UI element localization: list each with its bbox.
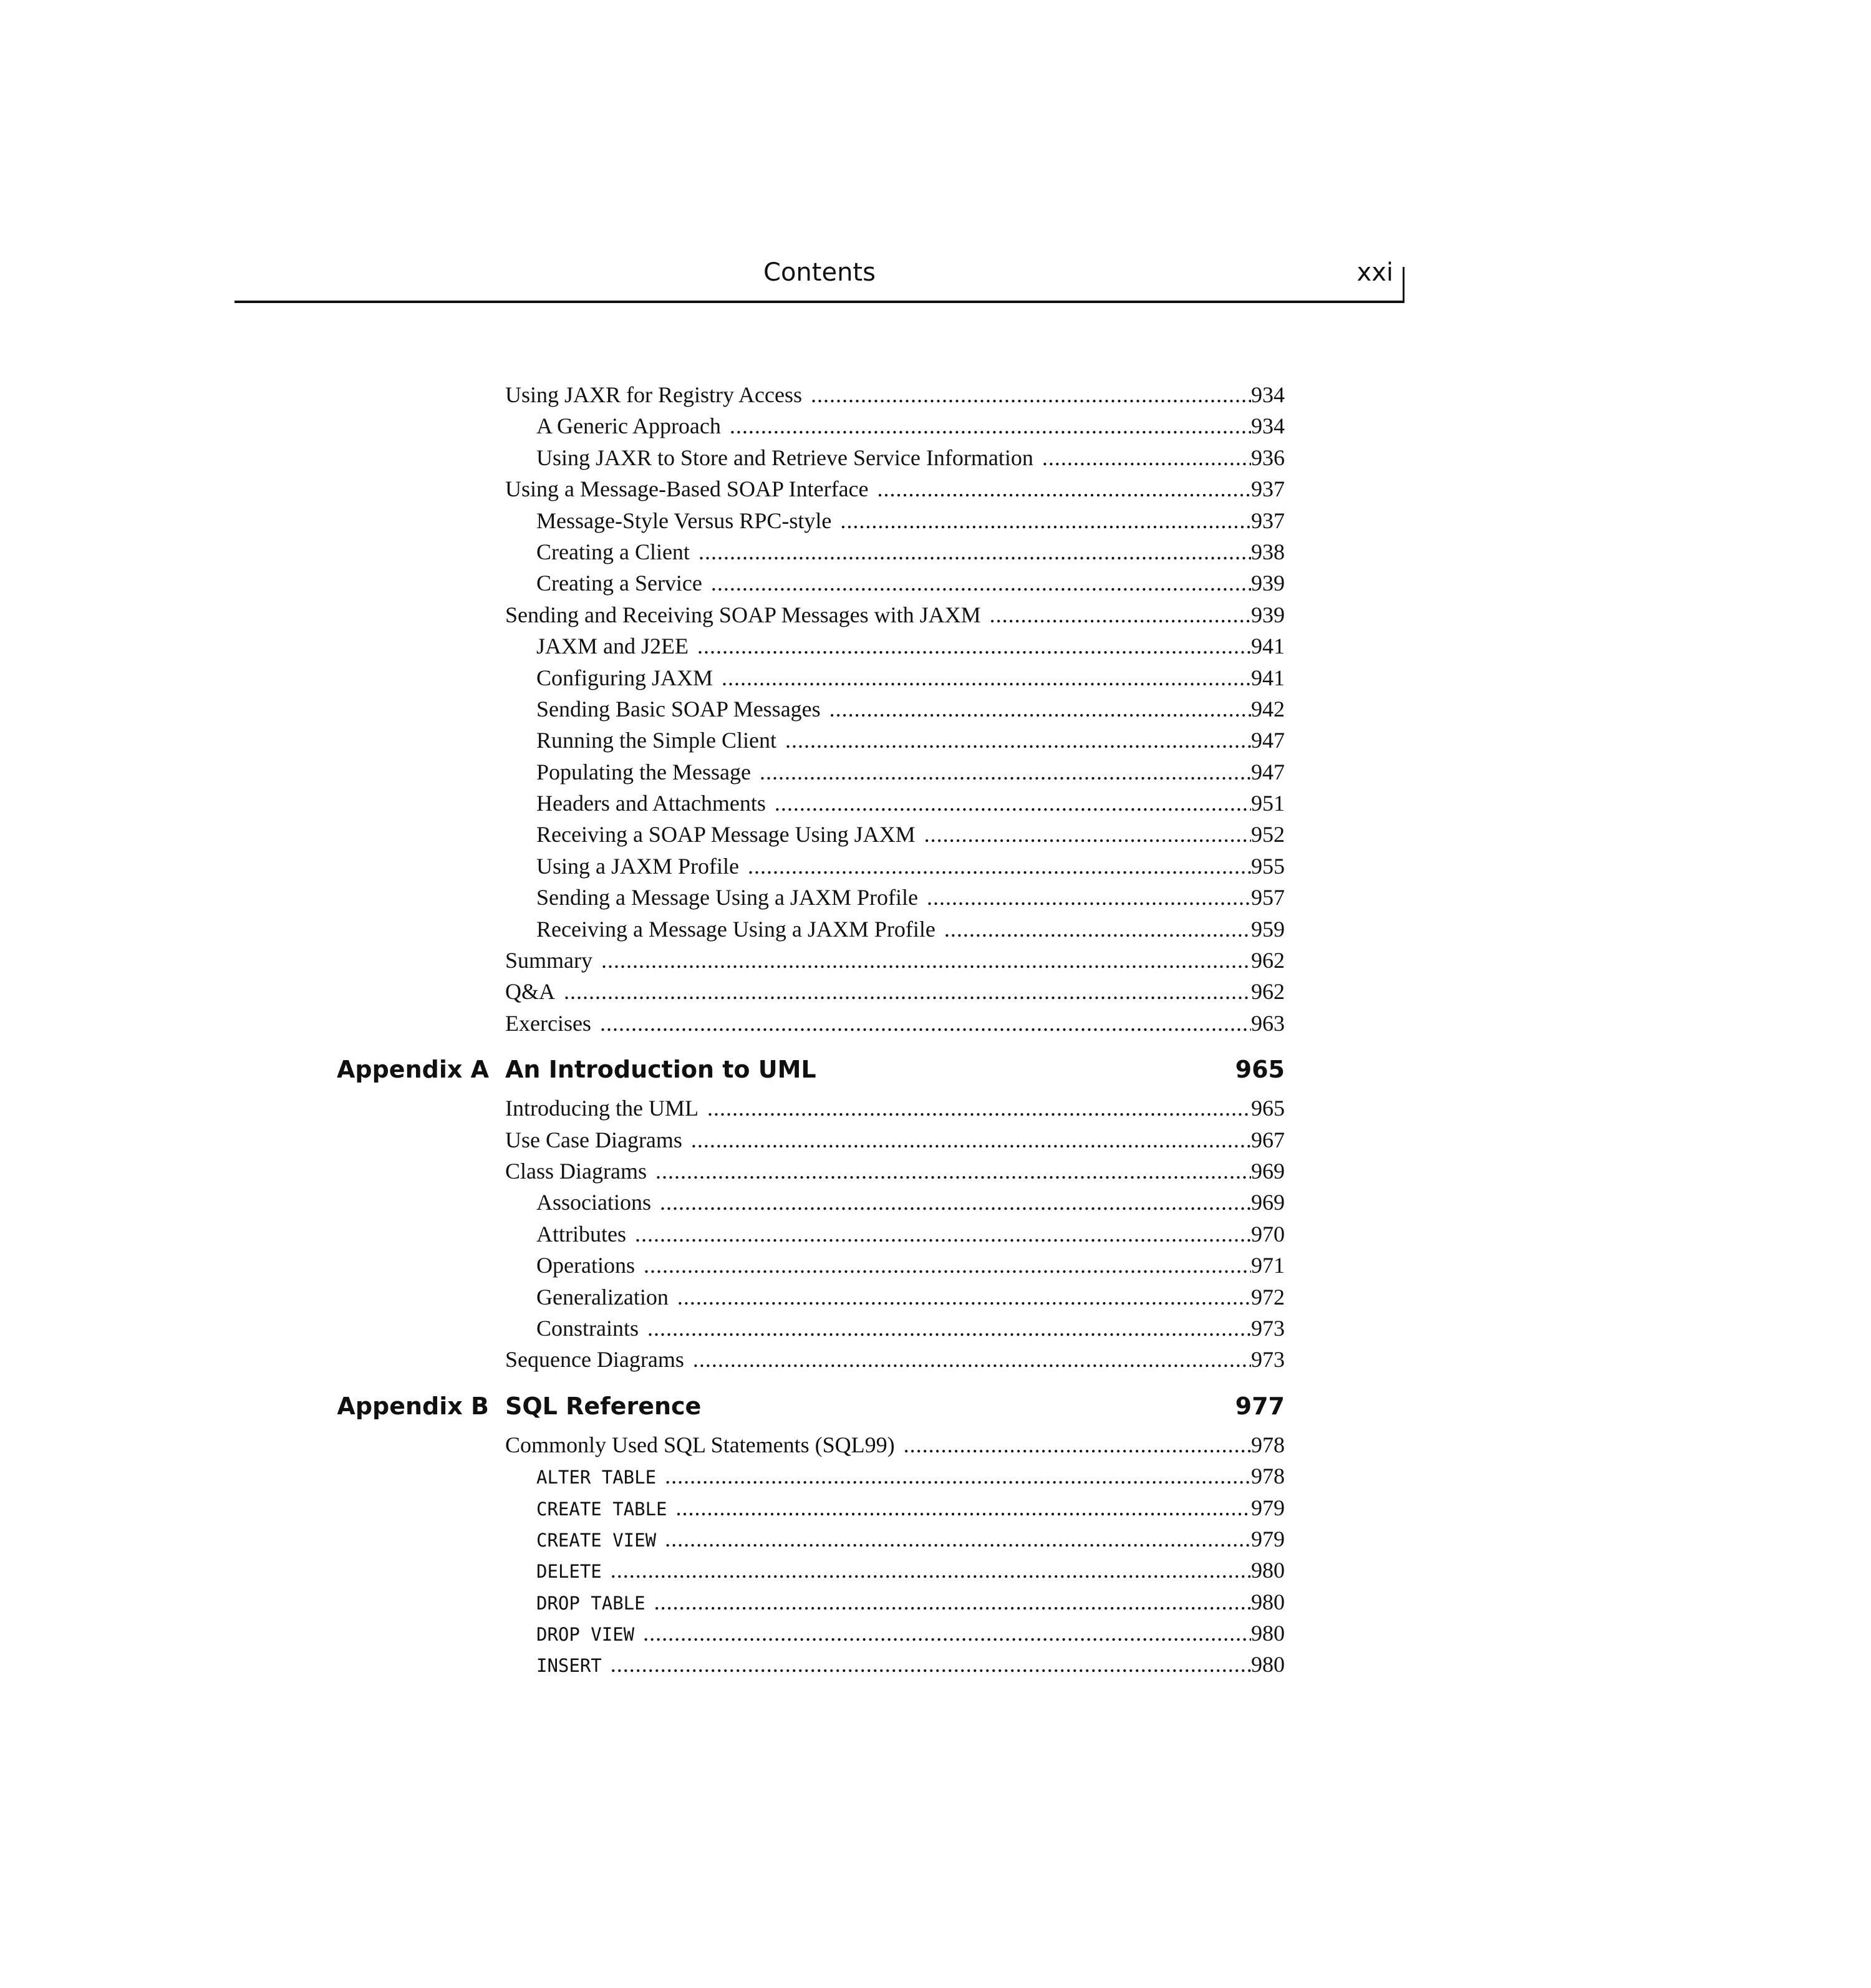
toc-entry: [0, 1618, 1871, 1649]
toc-entry-page-number: 979: [1251, 1526, 1285, 1551]
dot-leader: [644, 1250, 1251, 1281]
toc-entry-title: Sending Basic SOAP Messages: [536, 696, 821, 721]
toc-entry-page-number: 980: [1251, 1652, 1285, 1677]
dot-leader: [829, 693, 1251, 725]
dot-leader: [711, 567, 1251, 599]
toc-entry-title: CREATE TABLE: [536, 1498, 667, 1520]
dot-leader: [654, 1586, 1251, 1618]
toc-entry-page-number: 979: [1251, 1495, 1285, 1520]
appendix-label: Appendix B: [337, 1392, 489, 1420]
toc-entry: [0, 756, 1871, 788]
toc-entry-title: Sequence Diagrams: [505, 1347, 684, 1373]
toc-entry: [0, 505, 1871, 536]
toc-entry-title: Receiving a Message Using a JAXM Profile: [536, 916, 936, 942]
toc-entry-page-number: 980: [1251, 1621, 1285, 1646]
toc-entry-page-number: 951: [1251, 791, 1285, 816]
toc-entry: [0, 1281, 1871, 1313]
dot-leader: [676, 1492, 1251, 1523]
toc-entry: [0, 1093, 1871, 1124]
toc-entry-title: Running the Simple Client: [536, 728, 776, 753]
toc-entry-page-number: 971: [1251, 1253, 1285, 1278]
toc-entry-title: Using a JAXM Profile: [536, 853, 739, 879]
toc-entry: [0, 662, 1871, 693]
toc-entry-page-number: 972: [1251, 1284, 1285, 1310]
toc-entry-page-number: 959: [1251, 916, 1285, 942]
dot-leader: [677, 1281, 1251, 1313]
toc-entry-title: Q&A: [505, 979, 555, 1005]
toc-entry-page-number: 936: [1251, 445, 1285, 470]
toc-entry-title: Attributes: [536, 1221, 626, 1247]
dot-leader: [660, 1187, 1251, 1218]
toc-entry: [0, 1586, 1871, 1618]
header-title: Contents: [763, 258, 876, 287]
toc-entry-title: JAXM and J2EE: [536, 634, 689, 659]
toc-entry: [0, 819, 1871, 850]
toc-entry-page-number: 957: [1251, 885, 1285, 910]
dot-leader: [730, 410, 1251, 442]
appendix-page-number: 977: [1235, 1392, 1285, 1420]
toc-entry-title: Class Diagrams: [505, 1158, 647, 1184]
toc-entry: [0, 1555, 1871, 1586]
dot-leader: [722, 662, 1251, 693]
toc-entry-title: Operations: [536, 1253, 635, 1278]
appendix-title: SQL Reference: [505, 1392, 702, 1420]
toc-entry-page-number: 955: [1251, 853, 1285, 879]
dot-leader: [647, 1313, 1251, 1344]
dot-leader: [990, 599, 1251, 630]
toc-entry: [0, 1187, 1871, 1218]
dot-leader: [665, 1460, 1251, 1492]
dot-leader: [699, 536, 1251, 567]
toc-entry: [0, 536, 1871, 567]
toc-entry-page-number: 939: [1251, 571, 1285, 596]
toc-entry-page-number: 978: [1251, 1432, 1285, 1457]
dot-leader: [564, 976, 1251, 1007]
toc-entry: [0, 1218, 1871, 1250]
toc-entry-page-number: 952: [1251, 822, 1285, 847]
toc-entry-page-number: 962: [1251, 979, 1285, 1005]
header-page-number: xxi: [1356, 258, 1393, 287]
toc-entry-title: Constraints: [536, 1315, 639, 1341]
toc-entry: [0, 1313, 1871, 1344]
toc-entry: [0, 1344, 1871, 1375]
toc-entry-title: A Generic Approach: [536, 413, 721, 439]
toc-entry-page-number: 941: [1251, 665, 1285, 690]
toc-entry-page-number: 947: [1251, 728, 1285, 753]
toc-entry: [0, 945, 1871, 976]
table-of-contents: [0, 379, 1871, 1681]
toc-entry-page-number: 980: [1251, 1589, 1285, 1614]
toc-entry-page-number: 934: [1251, 413, 1285, 439]
toc-entry: [0, 725, 1871, 756]
toc-entry-page-number: 973: [1251, 1347, 1285, 1373]
toc-entry-title: Use Case Diagrams: [505, 1127, 682, 1152]
toc-entry-page-number: 969: [1251, 1158, 1285, 1184]
toc-entry-page-number: 941: [1251, 634, 1285, 659]
appendix-title: An Introduction to UML: [505, 1056, 816, 1084]
dot-leader: [665, 1523, 1251, 1555]
dot-leader: [840, 505, 1251, 536]
dot-leader: [760, 756, 1251, 788]
toc-entry-title: Configuring JAXM: [536, 665, 713, 690]
toc-entry: [0, 410, 1871, 442]
dot-leader: [635, 1218, 1251, 1250]
toc-entry: [0, 1429, 1871, 1460]
toc-entry-page-number: 978: [1251, 1464, 1285, 1489]
dot-leader: [691, 1124, 1251, 1156]
toc-entry: [0, 473, 1871, 504]
toc-entry-title: Using a Message-Based SOAP Interface: [505, 476, 869, 502]
toc-entry-title: Using JAXR to Store and Retrieve Service Information: [536, 445, 1033, 470]
dot-leader: [927, 882, 1251, 913]
dot-leader: [601, 945, 1251, 976]
toc-entry-page-number: 937: [1251, 476, 1285, 502]
dot-leader: [655, 1156, 1251, 1187]
toc-entry: [0, 851, 1871, 882]
toc-entry-title: Associations: [536, 1190, 651, 1215]
toc-entry: [0, 1156, 1871, 1187]
toc-entry-page-number: 963: [1251, 1010, 1285, 1036]
appendix-page-number: 965: [1235, 1056, 1285, 1084]
toc-entry: [0, 1460, 1871, 1492]
toc-entry: [0, 693, 1871, 725]
toc-entry-page-number: 969: [1251, 1190, 1285, 1215]
toc-entry: [0, 914, 1871, 945]
dot-leader: [611, 1555, 1251, 1586]
toc-entry: [0, 1649, 1871, 1680]
toc-entry-title: Summary: [505, 948, 592, 973]
dot-leader: [600, 1008, 1251, 1039]
dot-leader: [1042, 442, 1251, 473]
appendix-heading: [0, 1050, 1871, 1089]
toc-entry-title: Populating the Message: [536, 759, 751, 784]
toc-entry-title: ALTER TABLE: [536, 1467, 657, 1489]
dot-leader: [697, 630, 1251, 662]
dot-leader: [904, 1429, 1251, 1460]
toc-entry-page-number: 939: [1251, 602, 1285, 627]
toc-entry: [0, 599, 1871, 630]
toc-entry-page-number: 967: [1251, 1127, 1285, 1152]
toc-entry-title: Creating a Service: [536, 571, 702, 596]
toc-entry: [0, 567, 1871, 599]
toc-entry: [0, 379, 1871, 410]
dot-leader: [944, 914, 1251, 945]
toc-entry-title: Creating a Client: [536, 539, 690, 564]
toc-entry-title: Generalization: [536, 1284, 669, 1310]
toc-entry: [0, 1523, 1871, 1555]
toc-entry-title: INSERT: [536, 1655, 602, 1677]
toc-entry-page-number: 938: [1251, 539, 1285, 564]
appendix-label: Appendix A: [336, 1056, 489, 1084]
dot-leader: [748, 851, 1251, 882]
toc-entry-title: Message-Style Versus RPC-style: [536, 508, 832, 533]
toc-entry-page-number: 937: [1251, 508, 1285, 533]
toc-entry-title: DROP TABLE: [536, 1592, 645, 1614]
toc-entry: [0, 630, 1871, 662]
dot-leader: [785, 725, 1251, 756]
toc-entry-page-number: 973: [1251, 1315, 1285, 1341]
appendix-heading: [0, 1387, 1871, 1426]
toc-entry: [0, 882, 1871, 913]
toc-entry: [0, 1008, 1871, 1039]
toc-entry-page-number: 942: [1251, 696, 1285, 721]
toc-entry-title: Exercises: [505, 1010, 591, 1036]
toc-entry-title: Headers and Attachments: [536, 791, 766, 816]
toc-entry-title: Sending and Receiving SOAP Messages with JAXM: [505, 602, 981, 627]
toc-entry: [0, 1250, 1871, 1281]
toc-entry-page-number: 970: [1251, 1221, 1285, 1247]
dot-leader: [924, 819, 1251, 850]
toc-entry-page-number: 962: [1251, 948, 1285, 973]
dot-leader: [693, 1344, 1251, 1375]
toc-entry-page-number: 965: [1251, 1096, 1285, 1121]
toc-entry-page-number: 947: [1251, 759, 1285, 784]
toc-entry-page-number: 980: [1251, 1558, 1285, 1583]
toc-entry: [0, 976, 1871, 1007]
running-header: [234, 256, 1404, 303]
toc-entry-title: CREATE VIEW: [536, 1529, 657, 1551]
toc-entry: [0, 788, 1871, 819]
toc-entry-title: Receiving a SOAP Message Using JAXM: [536, 822, 916, 847]
dot-leader: [811, 379, 1251, 410]
toc-entry-title: DROP VIEW: [536, 1624, 635, 1646]
dot-leader: [643, 1618, 1251, 1649]
toc-entry-title: Using JAXR for Registry Access: [505, 382, 802, 407]
toc-entry: [0, 442, 1871, 473]
dot-leader: [775, 788, 1251, 819]
header-corner-rule: [1403, 267, 1404, 303]
dot-leader: [611, 1649, 1251, 1680]
toc-entry-title: Sending a Message Using a JAXM Profile: [536, 885, 918, 910]
toc-entry: [0, 1124, 1871, 1156]
dot-leader: [877, 473, 1251, 504]
toc-entry-title: Commonly Used SQL Statements (SQL99): [505, 1432, 895, 1457]
dot-leader: [707, 1093, 1251, 1124]
toc-entry-page-number: 934: [1251, 382, 1285, 407]
toc-entry: [0, 1492, 1871, 1523]
toc-entry-title: Introducing the UML: [505, 1096, 699, 1121]
toc-entry-title: DELETE: [536, 1561, 602, 1583]
